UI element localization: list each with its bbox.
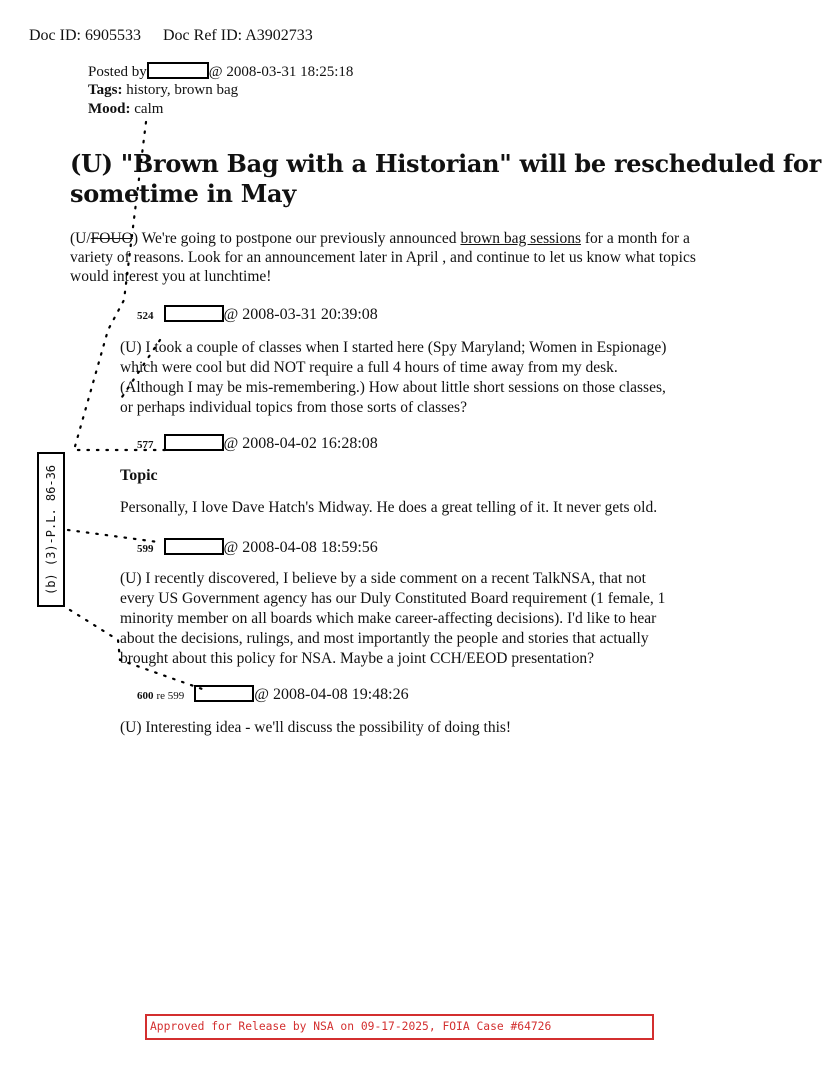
comment-line: or perhaps individual topics from those sorts of classes? [120, 399, 467, 416]
comment-timestamp: @ 2008-04-08 18:59:56 [223, 539, 378, 556]
comment-timestamp: @ 2008-04-08 19:48:26 [254, 686, 409, 703]
classification-marking-struck: FOUO [90, 230, 133, 247]
classification-marking: (U/ [70, 230, 91, 247]
exemption-marking-box [37, 452, 65, 607]
comment-line: which were cool but did NOT require a full 4 hours of time away from my desk. [120, 359, 618, 376]
post-body-text-1b: for a month for a [581, 230, 690, 247]
comment-topic: Topic [120, 467, 158, 484]
comment-number: 600 [137, 690, 154, 702]
tags-label: Tags: [88, 82, 123, 98]
comment-line: every US Government agency has our Duly Constituted Board requirement (1 female, 1 [120, 590, 666, 607]
post-title-line-2: sometime in May [70, 179, 296, 208]
tags-value: history, brown bag [126, 82, 239, 98]
comment-number: 577 [137, 439, 154, 451]
brown-bag-sessions-link[interactable]: brown bag sessions [460, 230, 581, 247]
comment-line: (Although I may be mis-remembering.) How about little short sessions on those classes, [120, 379, 666, 396]
dotted-line [70, 610, 205, 690]
mood-label: Mood: [88, 101, 131, 117]
mood-value: calm [134, 101, 164, 117]
comment-number: 524 [137, 310, 154, 322]
comment-number: 599 [137, 543, 154, 555]
classification-marking-end: ) [132, 230, 139, 247]
doc-ref-id: Doc Ref ID: A3902733 [162, 27, 313, 44]
comment-line: Personally, I love Dave Hatch's Midway. He does a great telling of it. It never gets old. [120, 499, 658, 516]
dotted-line [74, 122, 170, 450]
comment-line: brought about this policy for NSA. Maybe a joint CCH/EEOD presentation? [120, 650, 594, 667]
comment-line: (U) I took a couple of classes when I started here (Spy Maryland; Women in Espionage) [120, 339, 667, 356]
comment-timestamp: @ 2008-04-02 16:28:08 [223, 435, 378, 452]
release-stamp [145, 1014, 654, 1040]
comment-timestamp: @ 2008-03-31 20:39:08 [223, 306, 378, 323]
comment-line: (U) I recently discovered, I believe by a side comment on a recent TalkNSA, that not [120, 570, 646, 587]
comment-line: minority member on all boards which make career-affecting decisions). I'd like to hear [120, 610, 657, 627]
post-timestamp: @ 2008-03-31 18:25:18 [208, 64, 354, 80]
comment-line: about the decisions, rulings, and most importantly the people and stories that actually [120, 630, 649, 647]
dotted-line [120, 340, 160, 400]
post-body-text-2: variety of reasons. Look for an announcement later in April , and continue to let us know what topics [70, 249, 696, 266]
posted-by-label: Posted by [88, 64, 147, 80]
post-body-text-3: would interest you at lunchtime! [70, 268, 272, 285]
post-body-text-1a: We're going to postpone our previously announced [138, 230, 461, 247]
exemption-label: (b) (3)-P.L. 86-36 [44, 464, 58, 595]
comment-line: (U) Interesting idea - we'll discuss the possibility of doing this! [120, 719, 512, 736]
dotted-line [68, 530, 158, 542]
post-title-line-1: (U) "Brown Bag with a Historian" will be rescheduled for [70, 149, 821, 178]
doc-id: Doc ID: 6905533 [29, 27, 141, 44]
comment-reply-to: re 599 [156, 690, 185, 702]
release-stamp-text: Approved for Release by NSA on 09-17-2025, FOIA Case #64726 [150, 1020, 552, 1033]
